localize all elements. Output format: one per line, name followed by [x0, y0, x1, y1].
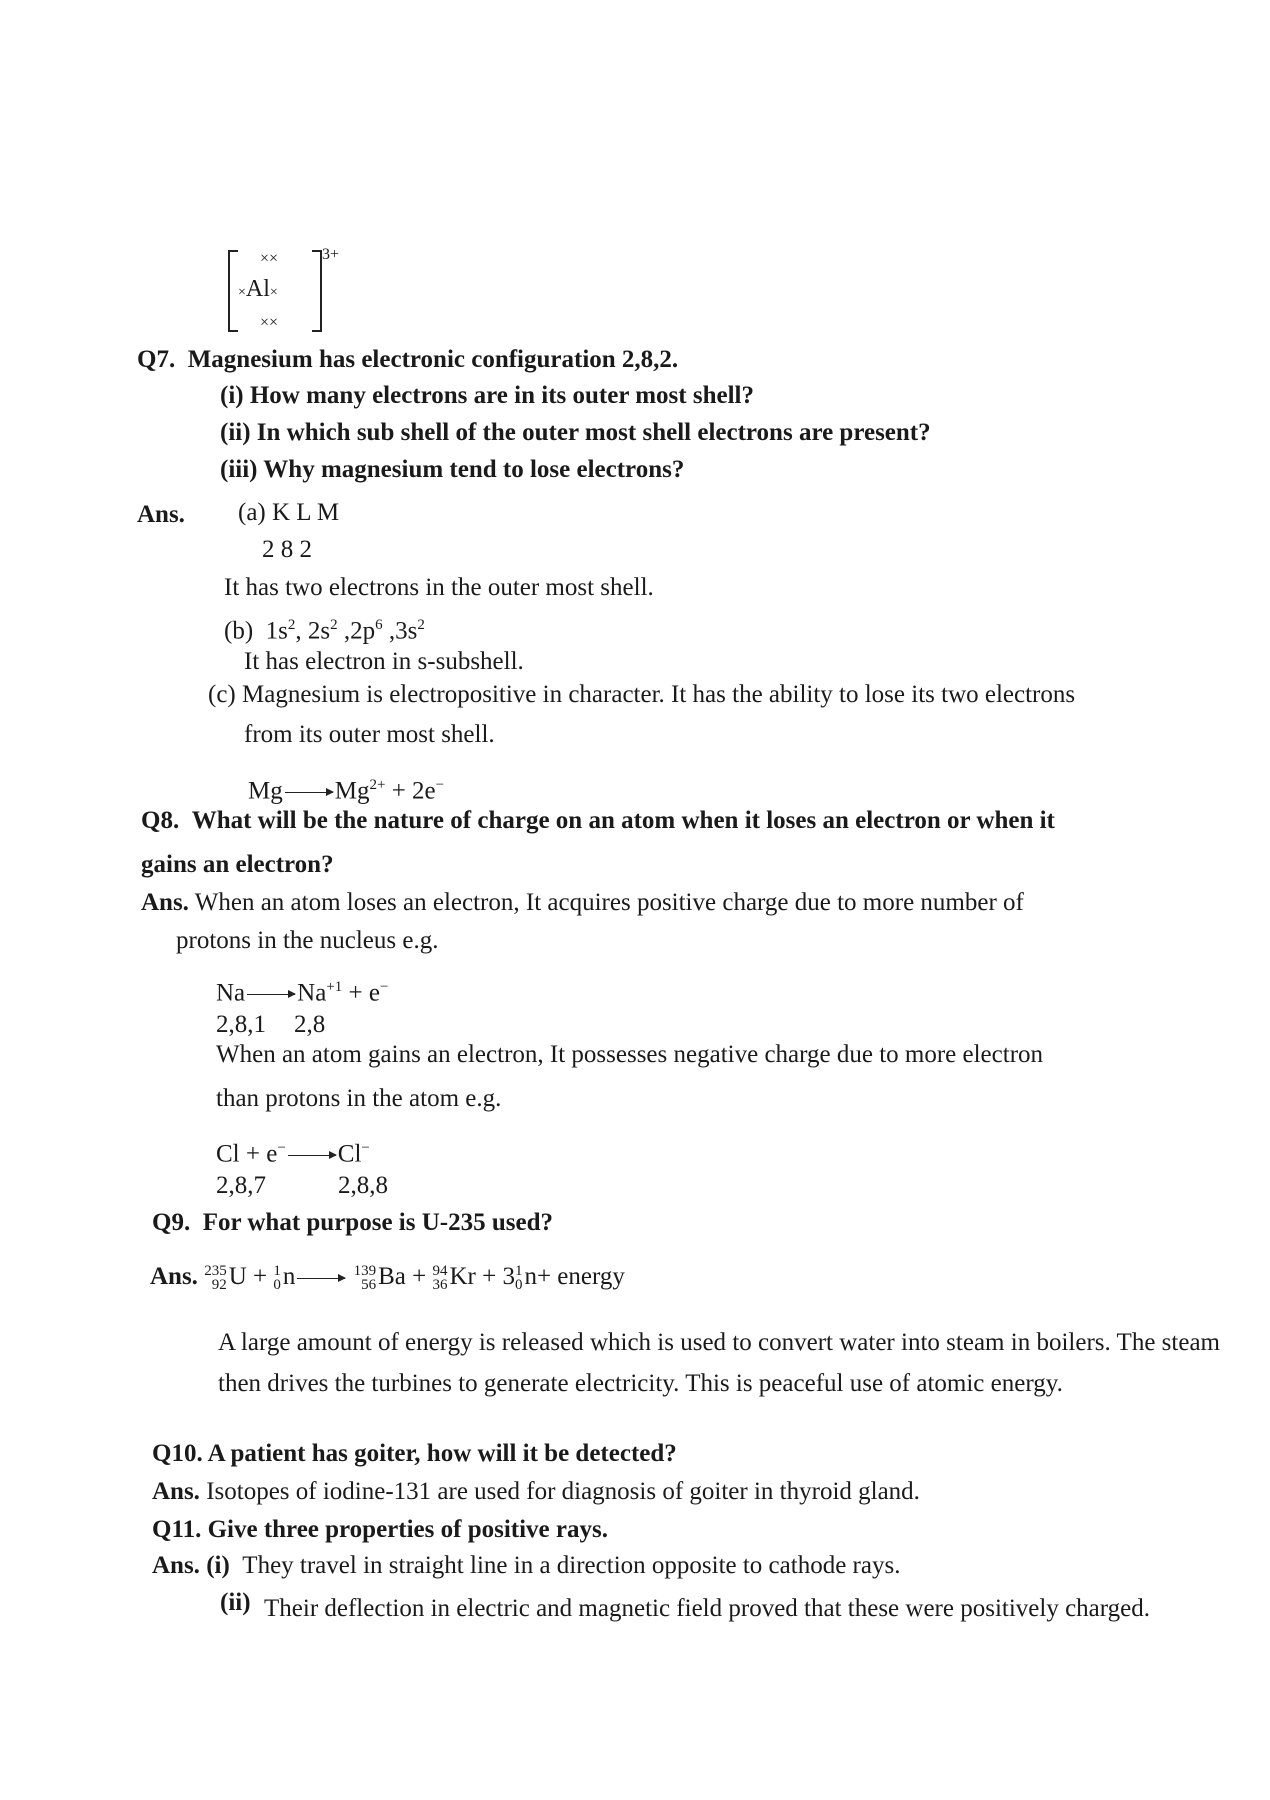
- answer-text: They travel in straight line in a direction opposite to cathode rays.: [242, 1552, 901, 1579]
- question-number: Q10.: [152, 1440, 203, 1467]
- answer-text: than protons in the atom e.g.: [216, 1085, 502, 1112]
- electron-config: (b) $1s^2$, $2s^2$ $,2p^6$ $,3s^2$: [224, 617, 425, 645]
- question-number: Q7.: [137, 346, 176, 373]
- answer-label: Ans.: [141, 889, 189, 916]
- answer-text: from its outer most shell.: [244, 721, 495, 748]
- bracket: ×× ×× ×Al×: [228, 250, 322, 332]
- question-number: Q9.: [152, 1209, 191, 1236]
- answer-text: It has electron in s-subshell.: [244, 648, 524, 675]
- equation: Na $Na^{+1} + e^-$: [216, 979, 389, 1007]
- equation: Cl + e− Cl−: [216, 1140, 370, 1168]
- answer-text: 2 8 2: [262, 536, 312, 563]
- answer-text: (c) Magnesium is electropositive in character. It has the ability to lose its two electrons: [208, 681, 1076, 708]
- answer-text: A large amount of energy is released which is used to convert water into steam in boilers. The steam then drives the turbines to generate electricity. This is peaceful use of atomic energy.: [218, 1329, 1220, 1397]
- question-text: gains an electron?: [141, 851, 334, 878]
- answer-text: When an atom gains an electron, It possesses negative charge due to more electron: [216, 1041, 1044, 1068]
- answer-label: Ans.: [152, 1478, 200, 1505]
- answer-text: (a) K L M: [238, 499, 340, 526]
- answer-label: Ans.: [152, 1552, 200, 1579]
- answer-text: When an atom loses an electron, It acquires positive charge due to more number of: [194, 889, 1024, 916]
- question-text: Magnesium has electronic configuration 2,8,2.: [187, 346, 679, 373]
- al-symbol: ×Al×: [238, 276, 278, 302]
- charge: 3+: [322, 246, 340, 263]
- answer-text: It has two electrons in the outer most shell.: [224, 574, 654, 601]
- question-part: (iii) Why magnesium tend to lose electrons?: [220, 456, 685, 483]
- question-text: What will be the nature of charge on an atom when it loses an electron or when it: [191, 807, 1055, 834]
- answer-label: Ans.: [137, 501, 185, 528]
- question-text: Give three properties of positive rays.: [207, 1516, 608, 1543]
- answer-text: protons in the nucleus e.g.: [176, 927, 439, 954]
- answer-text: Isotopes of iodine-131 are used for diagnosis of goiter in thyroid gland.: [206, 1478, 920, 1505]
- question-part: (ii) In which sub shell of the outer most shell electrons are present?: [220, 419, 931, 446]
- question-text: For what purpose is U-235 used?: [202, 1209, 553, 1236]
- equation: Mg $Mg^{2+} + 2e^-$: [248, 777, 445, 805]
- question-text: A patient has goiter, how will it be detected?: [207, 1440, 677, 1467]
- fission-equation: Ans. 235 92 U + 1 0 n 139 56 Ba + 94 36 Kr + 3 1 0 n+ energy: [150, 1263, 625, 1294]
- question-number: Q8.: [141, 807, 180, 834]
- question-part: (i) How many electrons are in its outer most shell?: [220, 382, 754, 409]
- question-number: Q11.: [152, 1516, 202, 1543]
- answer-text: Their deflection in electric and magnetic field proved that these were positively charged.: [264, 1595, 1150, 1622]
